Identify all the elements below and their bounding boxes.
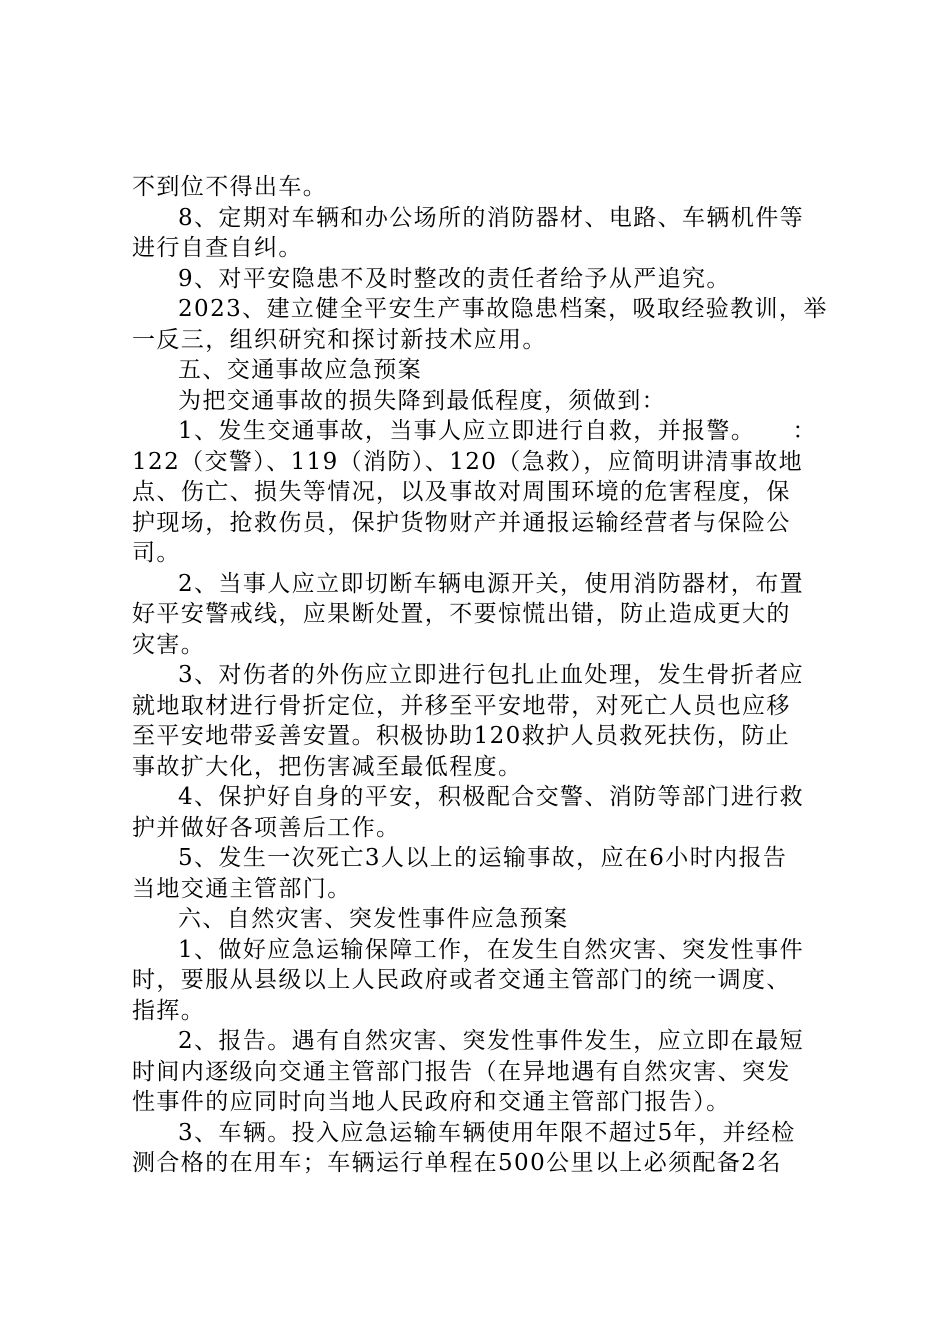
text-line: 当地交通主管部门。 bbox=[132, 875, 352, 902]
text-line: 进行自查自纠。 bbox=[132, 235, 303, 261]
section-heading: 五、交通事故应急预案 bbox=[178, 357, 422, 383]
text-line: 5、发生一次死亡3人以上的运输事故，应在6小时内报告 bbox=[178, 845, 788, 871]
text-line: 时间内逐级向交通主管部门报告（在异地遇有自然灾害、突发 bbox=[132, 1058, 791, 1085]
text-line: 3、车辆。投入应急运输车辆使用年限不超过5年，并经检 bbox=[178, 1119, 796, 1146]
text-line: 测合格的在用车；车辆运行单程在500公里以上必须配备2名 bbox=[132, 1150, 782, 1176]
text-line: 122（交警）、119（消防）、120（急救），应简明讲清事故地 bbox=[132, 448, 803, 475]
section-heading: 六、自然灾害、突发性事件应急预案 bbox=[178, 906, 569, 932]
text-line: 1、做好应急运输保障工作，在发生自然灾害、突发性事件 bbox=[178, 936, 805, 963]
text-line: 护现场，抢救伤员，保护货物财产并通报运输经营者与保险公 bbox=[132, 509, 791, 536]
text-line: 为把交通事故的损失降到最低程度，须做到： bbox=[178, 387, 666, 414]
text-line: 8、定期对车辆和办公场所的消防器材、电路、车辆机件等 bbox=[178, 204, 805, 231]
text-line: 3、对伤者的外伤应立即进行包扎止血处理，发生骨折者应 bbox=[178, 662, 805, 688]
text-line: 性事件的应同时向当地人民政府和交通主管部门报告）。 bbox=[132, 1089, 731, 1115]
text-line: 事故扩大化，把伤害减至最低程度。 bbox=[132, 753, 523, 780]
text-line: 1、发生交通事故，当事人应立即进行自救，并报警。 ： bbox=[178, 418, 817, 444]
text-line: 9、对平安隐患不及时整改的责任者给予从严追究。 bbox=[178, 265, 731, 292]
document-body bbox=[132, 172, 832, 1179]
text-line: 2、报告。遇有自然灾害、突发性事件发生，应立即在最短 bbox=[178, 1028, 805, 1054]
text-line: 好平安警戒线，应果断处置，不要惊慌出错，防止造成更大的 bbox=[132, 601, 791, 627]
text-line: 不到位不得出车。 bbox=[132, 174, 328, 200]
text-line: 时，要服从县级以上人民政府或者交通主管部门的统一调度、 bbox=[132, 967, 791, 993]
text-line: 护并做好各项善后工作。 bbox=[132, 814, 401, 841]
text-line: 点、伤亡、损失等情况，以及事故对周围环境的危害程度，保 bbox=[132, 479, 791, 505]
text-line: 至平安地带妥善安置。积极协助120救护人员救死扶伤，防止 bbox=[132, 723, 791, 749]
text-line: 2023、建立健全平安生产事故隐患档案，吸取经验教训，举 bbox=[178, 296, 828, 322]
text-line: 灾害。 bbox=[132, 631, 206, 658]
text-line: 司。 bbox=[132, 540, 181, 566]
text-line: 就地取材进行骨折定位，并移至平安地带，对死亡人员也应移 bbox=[132, 692, 791, 719]
text-line: 4、保护好自身的平安，积极配合交警、消防等部门进行救 bbox=[178, 784, 805, 810]
text-line: 一反三，组织研究和探讨新技术应用。 bbox=[132, 326, 547, 353]
text-line: 2、当事人应立即切断车辆电源开关，使用消防器材，布置 bbox=[178, 570, 805, 597]
text-line: 指挥。 bbox=[132, 997, 206, 1024]
